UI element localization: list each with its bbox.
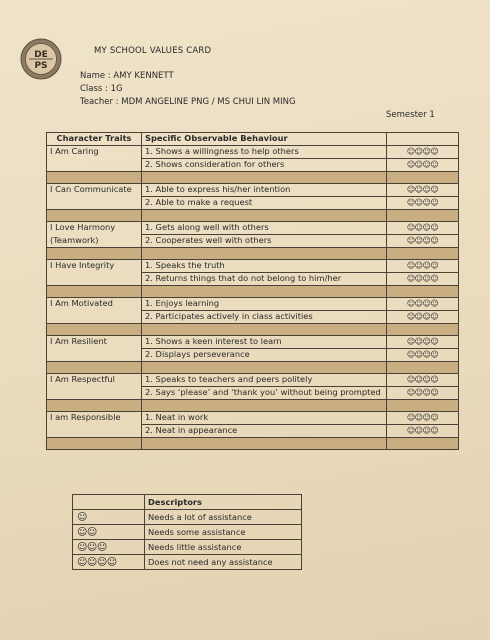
rating-smileys-icon: ☺☺☺☺ [387,374,459,387]
separator-cell [387,400,459,412]
separator-cell [47,248,142,260]
behaviour-cell: 1. Speaks the truth [142,260,387,273]
table-row [47,235,459,248]
table-row [47,349,459,362]
col-header-traits: Character Traits [47,133,142,146]
student-name: Name : AMY KENNETT [80,71,174,81]
separator-cell [47,438,142,450]
rating-smileys-icon: ☺☺☺☺ [387,184,459,197]
descriptor-smileys-icon: ☺ [73,510,145,525]
rating-smileys-icon: ☺☺☺☺ [387,349,459,362]
descriptor-row [73,540,302,555]
trait-cell: I am Responsible [47,412,142,425]
separator-cell [142,210,387,222]
rating-smileys-icon: ☺☺☺☺ [387,387,459,400]
separator-cell [142,438,387,450]
table-row [47,222,459,235]
table-row [47,184,459,197]
descriptor-smileys-icon: ☺☺ [73,525,145,540]
student-class: Class : 1G [80,84,123,94]
trait-cell: I Am Motivated [47,298,142,311]
table-row [47,260,459,273]
descriptor-text: Needs some assistance [145,525,302,540]
trait-cell [47,311,142,324]
behaviour-cell: 1. Neat in work [142,412,387,425]
trait-cell: I Am Caring [47,146,142,159]
card-title: MY SCHOOL VALUES CARD [94,46,212,56]
rating-smileys-icon: ☺☺☺☺ [387,311,459,324]
separator-row [47,286,459,298]
rating-smileys-icon: ☺☺☺☺ [387,336,459,349]
behaviour-cell: 2. Shows consideration for others [142,159,387,172]
table-header-row [47,133,459,146]
behaviour-cell: 1. Able to express his/her intention [142,184,387,197]
behaviour-cell: 1. Gets along well with others [142,222,387,235]
behaviour-cell: 2. Cooperates well with others [142,235,387,248]
table-row [47,425,459,438]
table-row [47,387,459,400]
rating-smileys-icon: ☺☺☺☺ [387,235,459,248]
trait-cell [47,159,142,172]
trait-cell: I Can Communicate [47,184,142,197]
separator-cell [47,286,142,298]
table-row [47,273,459,286]
rating-smileys-icon: ☺☺☺☺ [387,273,459,286]
logo-letters-bottom: PS [34,61,48,71]
behaviour-cell: 2. Able to make a request [142,197,387,210]
separator-cell [387,286,459,298]
separator-cell [387,362,459,374]
values-table [46,132,459,450]
col-header-rating [387,133,459,146]
separator-cell [47,324,142,336]
separator-row [47,362,459,374]
trait-cell [47,273,142,286]
rating-smileys-icon: ☺☺☺☺ [387,425,459,438]
descriptor-row [73,555,302,570]
separator-row [47,172,459,184]
descriptor-row [73,510,302,525]
separator-cell [142,400,387,412]
separator-cell [142,286,387,298]
behaviour-cell: 1. Shows a willingness to help others [142,146,387,159]
trait-cell: I Love Harmony [47,222,142,235]
separator-cell [387,172,459,184]
trait-cell: (Teamwork) [47,235,142,248]
behaviour-cell: 1. Shows a keen interest to learn [142,336,387,349]
descriptors-header-blank [73,495,145,510]
descriptor-text: Needs little assistance [145,540,302,555]
table-row [47,159,459,172]
rating-smileys-icon: ☺☺☺☺ [387,298,459,311]
separator-row [47,248,459,260]
rating-smileys-icon: ☺☺☺☺ [387,197,459,210]
trait-cell: I Am Respectful [47,374,142,387]
descriptors-header-row [73,495,302,510]
separator-cell [387,438,459,450]
descriptors-header: Descriptors [145,495,302,510]
behaviour-cell: 2. Returns things that do not belong to him/her [142,273,387,286]
rating-smileys-icon: ☺☺☺☺ [387,260,459,273]
descriptors-table [72,494,302,570]
separator-cell [47,400,142,412]
separator-row [47,438,459,450]
separator-cell [47,210,142,222]
separator-cell [47,362,142,374]
col-header-behaviour: Specific Observable Behaviour [142,133,387,146]
semester-label: Semester 1 [386,110,435,120]
school-logo-icon [20,38,62,80]
trait-cell [47,387,142,400]
table-row [47,412,459,425]
trait-cell: I Am Resilient [47,336,142,349]
descriptor-row [73,525,302,540]
trait-cell: I Have Integrity [47,260,142,273]
trait-cell [47,349,142,362]
separator-row [47,210,459,222]
separator-cell [387,210,459,222]
separator-row [47,400,459,412]
trait-cell [47,425,142,438]
behaviour-cell: 1. Speaks to teachers and peers politely [142,374,387,387]
rating-smileys-icon: ☺☺☺☺ [387,146,459,159]
behaviour-cell: 1. Enjoys learning [142,298,387,311]
table-row [47,298,459,311]
separator-cell [142,172,387,184]
descriptor-text: Needs a lot of assistance [145,510,302,525]
behaviour-cell: 2. Neat in appearance [142,425,387,438]
rating-smileys-icon: ☺☺☺☺ [387,412,459,425]
descriptor-smileys-icon: ☺☺☺ [73,540,145,555]
descriptor-smileys-icon: ☺☺☺☺ [73,555,145,570]
teacher-names: Teacher : MDM ANGELINE PNG / MS CHUI LIN MING [80,97,296,107]
behaviour-cell: 2. Says ‘please’ and ‘thank you’ without being prompted [142,387,387,400]
trait-cell [47,197,142,210]
descriptor-text: Does not need any assistance [145,555,302,570]
separator-cell [47,172,142,184]
table-row [47,311,459,324]
separator-cell [142,248,387,260]
separator-row [47,324,459,336]
table-row [47,197,459,210]
separator-cell [142,324,387,336]
table-row [47,374,459,387]
behaviour-cell: 2. Participates actively in class activities [142,311,387,324]
rating-smileys-icon: ☺☺☺☺ [387,222,459,235]
separator-cell [387,324,459,336]
logo-letters-top: DE [34,50,48,60]
separator-cell [387,248,459,260]
table-row [47,146,459,159]
table-row [47,336,459,349]
separator-cell [142,362,387,374]
behaviour-cell: 2. Displays perseverance [142,349,387,362]
rating-smileys-icon: ☺☺☺☺ [387,159,459,172]
